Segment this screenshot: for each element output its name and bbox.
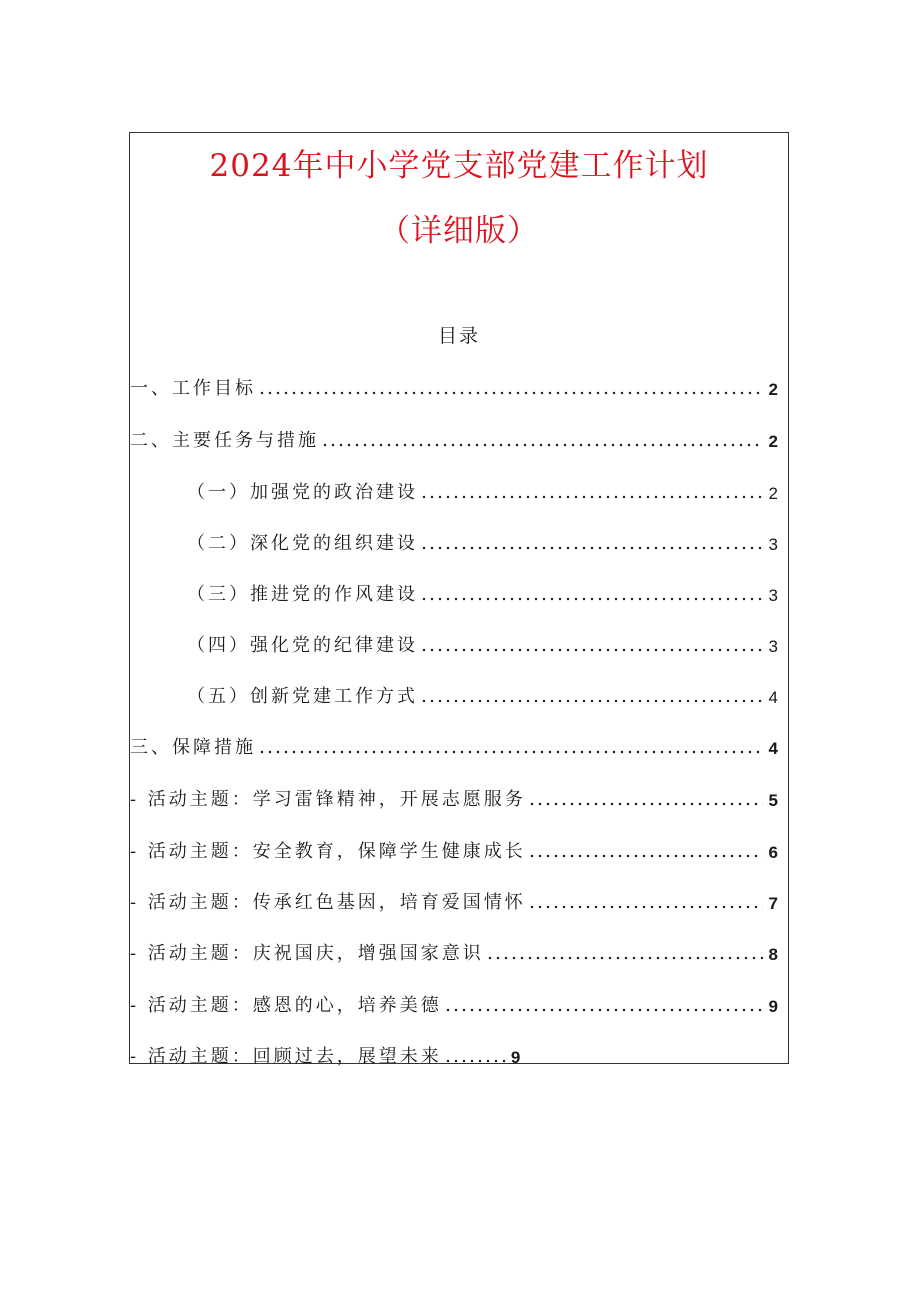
- toc-entry-page: 9: [510, 1048, 521, 1067]
- toc-leader-dots: [486, 956, 763, 960]
- toc-entry-page: 4: [768, 688, 778, 707]
- toc-entry[interactable]: [130, 729, 778, 759]
- toc-entry-label: - 活动主题：安全教育，保障学生健康成长: [130, 841, 526, 862]
- toc-leader-dots: [528, 905, 763, 909]
- toc-entry-page: 4: [768, 739, 778, 758]
- toc-entry[interactable]: [130, 678, 778, 708]
- toc-entry[interactable]: [130, 935, 778, 965]
- document-title: 2024年中小学党支部党建工作计划: [209, 148, 709, 184]
- toc-leader-dots: [420, 648, 763, 652]
- toc-entry[interactable]: [130, 474, 778, 504]
- toc-entry[interactable]: [130, 884, 778, 914]
- toc-entry-label: （五）创新党建工作方式: [187, 686, 418, 707]
- toc-entry[interactable]: [130, 370, 778, 400]
- toc-entry-page: 3: [768, 535, 778, 554]
- toc-entry-page: 8: [768, 945, 778, 964]
- toc-leader-dots: [444, 1059, 506, 1063]
- toc-entry-label: （一）加强党的政治建设: [187, 482, 418, 503]
- toc-entry[interactable]: [130, 627, 778, 657]
- toc-entry-label: 一、工作目标: [130, 378, 256, 399]
- toc-leader-dots: [258, 391, 763, 395]
- toc-entry-page: 3: [768, 586, 778, 605]
- toc-entry-page: 6: [768, 843, 778, 862]
- toc-entry-page: 2: [768, 432, 778, 451]
- toc-entry[interactable]: [130, 833, 778, 863]
- toc-entry-label: - 活动主题：学习雷锋精神，开展志愿服务: [130, 789, 526, 810]
- document-frame: [129, 132, 789, 1067]
- toc-entry[interactable]: [130, 525, 778, 555]
- toc-entry-label: 三、保障措施: [130, 737, 256, 758]
- toc-entry[interactable]: [130, 576, 778, 606]
- toc-entry[interactable]: [130, 987, 778, 1017]
- toc-entry[interactable]: [130, 422, 778, 452]
- toc-leader-dots: [420, 546, 763, 550]
- toc-entry-page: 2: [768, 380, 778, 399]
- toc-entry-label: （三）推进党的作风建设: [187, 584, 418, 605]
- toc-entry[interactable]: [130, 781, 778, 811]
- toc-leader-dots: [420, 597, 763, 601]
- toc-leader-dots: [321, 443, 763, 447]
- toc-entry-label: （四）强化党的纪律建设: [187, 635, 418, 656]
- toc-entry[interactable]: [130, 1038, 520, 1068]
- document-subtitle: （详细版）: [379, 213, 539, 249]
- toc-heading: 目录: [437, 325, 480, 347]
- toc-entry-page: 3: [768, 637, 778, 656]
- toc-leader-dots: [420, 495, 763, 499]
- toc-entry-page: 7: [768, 894, 778, 913]
- toc-entry-label: （二）深化党的组织建设: [187, 533, 418, 554]
- toc-leader-dots: [258, 750, 763, 754]
- toc-entry-label: - 活动主题：感恩的心，培养美德: [130, 995, 442, 1016]
- toc-leader-dots: [528, 802, 763, 806]
- toc-entry-page: 2: [768, 484, 778, 503]
- toc-entry-label: 二、主要任务与措施: [130, 430, 319, 451]
- toc-leader-dots: [528, 854, 763, 858]
- toc-entry-page: 9: [768, 997, 778, 1016]
- toc-entry-label: - 活动主题：回顾过去，展望未来: [130, 1046, 442, 1067]
- toc-entry-label: - 活动主题：传承红色基因，培育爱国情怀: [130, 892, 526, 913]
- toc-entry-label: - 活动主题：庆祝国庆，增强国家意识: [130, 943, 484, 964]
- toc-leader-dots: [420, 699, 763, 703]
- toc-leader-dots: [444, 1008, 763, 1012]
- toc-entry-page: 5: [768, 791, 778, 810]
